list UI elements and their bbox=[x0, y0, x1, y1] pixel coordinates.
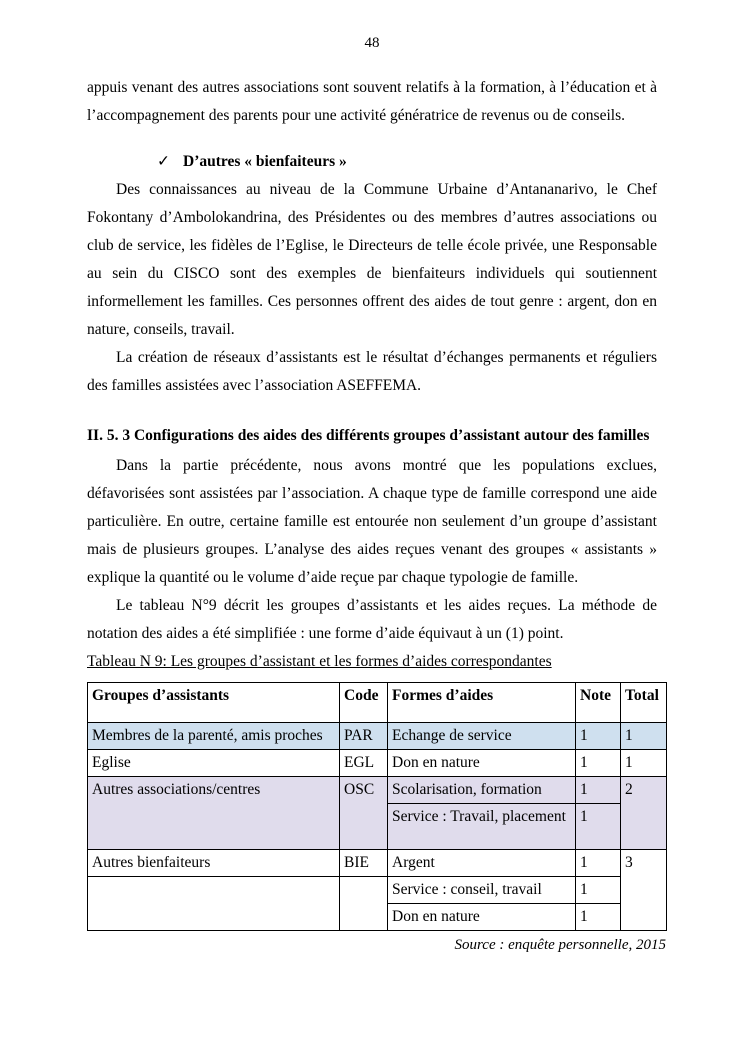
cell-total: 1 bbox=[621, 750, 667, 777]
cell-note: 1 bbox=[576, 877, 621, 904]
table-header-row bbox=[88, 683, 667, 723]
cell-note: 1 bbox=[576, 850, 621, 877]
cell-group-name: Autres associations/centres bbox=[88, 777, 340, 850]
cell-note: 1 bbox=[576, 804, 621, 850]
paragraph: Le tableau N°9 décrit les groupes d’assistants et les aides reçues. La méthode de notation des aides a été simplifiée : une forme d’aide équivaut à un (1) point. bbox=[87, 597, 657, 642]
cell-group-name: Eglise bbox=[88, 750, 340, 777]
cell-note: 1 bbox=[576, 904, 621, 931]
paragraph: La création de réseaux d’assistants est le résultat d’échanges permanents et réguliers des familles assistées avec l’association ASEFFEMA. bbox=[87, 349, 657, 394]
cell-group-name: Membres de la parenté, amis proches bbox=[88, 723, 340, 750]
cell-note: 1 bbox=[576, 750, 621, 777]
aid-table bbox=[87, 682, 667, 931]
cell-total: 3 bbox=[621, 850, 667, 931]
header-note: Note bbox=[576, 683, 621, 723]
checkmark-icon: ✓ bbox=[157, 153, 170, 170]
cell-form: Argent bbox=[388, 850, 576, 877]
cell-form: Service : Travail, placement bbox=[388, 804, 576, 850]
table-row bbox=[88, 723, 667, 750]
cell-note: 1 bbox=[576, 777, 621, 804]
table-caption-text: Tableau N 9: Les groupes d’assistant et les formes d’aides correspondantes bbox=[87, 653, 552, 670]
cell-code: BIE bbox=[340, 850, 388, 877]
cell-group-name-empty bbox=[88, 877, 340, 931]
cell-form: Don en nature bbox=[388, 904, 576, 931]
header-code: Code bbox=[340, 683, 388, 723]
cell-code-empty bbox=[340, 877, 388, 931]
cell-form: Service : conseil, travail bbox=[388, 877, 576, 904]
paragraph-continuation: appuis venant des autres associations sont souvent relatifs à la formation, à l’éducation et à l’accompagnement des parents pour une activité génératrice de revenus ou de conseils. bbox=[87, 79, 657, 124]
bullet-item bbox=[87, 148, 657, 176]
cell-group-name: Autres bienfaiteurs bbox=[88, 850, 340, 877]
table-caption bbox=[87, 648, 657, 676]
cell-form: Scolarisation, formation bbox=[388, 777, 576, 804]
table-row bbox=[88, 777, 667, 804]
cell-total: 1 bbox=[621, 723, 667, 750]
cell-code: PAR bbox=[340, 723, 388, 750]
table-row bbox=[88, 877, 667, 904]
table-row bbox=[88, 850, 667, 877]
cell-form: Echange de service bbox=[388, 723, 576, 750]
header-total: Total bbox=[621, 683, 667, 723]
paragraph: Des connaissances au niveau de la Commune Urbaine d’Antananarivo, le Chef Fokontany d’Ambolokandrina, des Présidentes ou des membres d’autres associations ou club de service, les fidèles de l’Eglise, le Directeurs de telle école privée, une Responsable au sein du CISCO sont des exemples de bienfaiteurs individuels qui soutiennent informellement les familles. Ces personnes offrent des aides de tout genre : argent, don en nature, conseils, travail. bbox=[87, 181, 657, 338]
paragraph: Dans la partie précédente, nous avons montré que les populations exclues, défavorisées sont assistées par l’association. A chaque type de famille correspond une aide particulière. En outre, certaine famille est entourée non seulement d’un groupe d’assistant mais de plusieurs groupes. L’analyse des aides reçues venant des groupes « assistants » explique la quantité ou le volume d’aide reçue par chaque typologie de famille. bbox=[87, 457, 657, 586]
bullet-label: D’autres « bienfaiteurs » bbox=[183, 153, 347, 170]
source-note: Source : enquête personnelle, 2015 bbox=[454, 937, 666, 953]
cell-total: 2 bbox=[621, 777, 667, 850]
table-row bbox=[88, 750, 667, 777]
cell-form: Don en nature bbox=[388, 750, 576, 777]
header-forms: Formes d’aides bbox=[388, 683, 576, 723]
cell-code: EGL bbox=[340, 750, 388, 777]
section-heading: II. 5. 3 Configurations des aides des différents groupes d’assistant autour des familles bbox=[87, 427, 650, 444]
page-number: 48 bbox=[364, 35, 380, 51]
cell-note: 1 bbox=[576, 723, 621, 750]
header-groups: Groupes d’assistants bbox=[88, 683, 340, 723]
cell-code: OSC bbox=[340, 777, 388, 850]
